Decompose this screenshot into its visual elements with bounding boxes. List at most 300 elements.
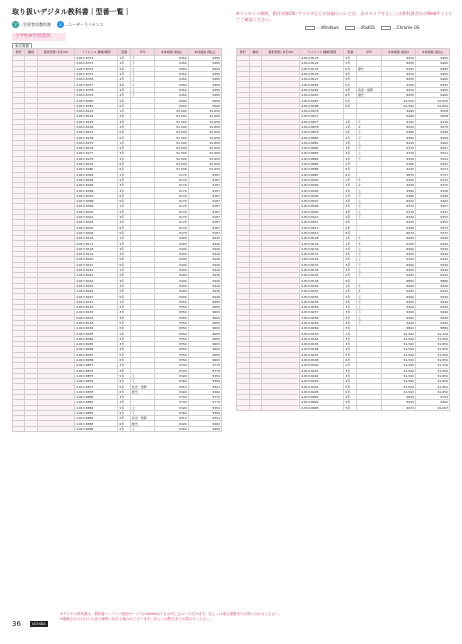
- price-tax: ¥352: [416, 214, 450, 219]
- price-tax: ¥528: [416, 114, 450, 119]
- product-code: 4-813-8393: [74, 172, 117, 177]
- grade: 4年: [118, 87, 130, 92]
- grade: 5年: [118, 405, 130, 410]
- product-code: 4-813-8200: [300, 363, 344, 368]
- price: ¥1,500: [155, 124, 188, 129]
- grade: 1年: [344, 183, 357, 188]
- price: ¥800: [382, 278, 416, 283]
- grade: 4年: [118, 347, 130, 352]
- volume: ①: [356, 177, 381, 182]
- product-code: 4-813-8286: [74, 426, 117, 431]
- grade: 5年: [344, 225, 357, 230]
- category-cell: [237, 405, 250, 410]
- volume: 政治・国際: [130, 416, 155, 421]
- grade: 3年: [344, 342, 357, 347]
- price-tax: ¥495: [188, 426, 221, 431]
- price-tax: ¥341: [416, 209, 450, 214]
- grade: 6年: [344, 71, 357, 76]
- product-code: 4-813-8256: [300, 304, 344, 309]
- price: ¥400: [382, 299, 416, 304]
- price: ¥400: [382, 241, 416, 246]
- price: ¥250: [382, 124, 416, 129]
- os-legend: …Windows …iPadOS …Chrome OS: [305, 25, 420, 30]
- price: ¥450: [155, 77, 188, 82]
- price-tax: ¥440: [416, 294, 450, 299]
- product-code: 4-813-8012: [300, 225, 344, 230]
- grade: 1年: [344, 363, 357, 368]
- price: ¥400: [155, 246, 188, 251]
- product-code: 4-813-8397: [74, 193, 117, 198]
- price: ¥400: [382, 257, 416, 262]
- price-tax: ¥605: [188, 326, 221, 331]
- grade: 6年: [118, 135, 130, 140]
- price-tax: ¥440: [188, 262, 221, 267]
- product-code: 4-813-8403: [74, 225, 117, 230]
- price: ¥450: [155, 93, 188, 98]
- product-code: 4-813-8243: [74, 273, 117, 278]
- price-tax: ¥1,650: [188, 146, 221, 151]
- grade: 6年: [344, 230, 357, 235]
- grade: 3年: [118, 246, 130, 251]
- product-code: 4-813-8885: [74, 421, 117, 426]
- price-tax: ¥440: [188, 273, 221, 278]
- price-tax: ¥440: [188, 236, 221, 241]
- product-code: 4-813-8168: [300, 357, 344, 362]
- grade: 6年: [118, 389, 130, 394]
- product-code: 4-813-8116: [74, 236, 117, 241]
- grade: 3年: [344, 395, 357, 400]
- volume: 上: [130, 405, 155, 410]
- price: ¥1,200: [382, 331, 416, 336]
- product-code: 4-813-8156: [74, 326, 117, 331]
- price-tax: ¥187: [188, 177, 221, 182]
- volume: 上: [356, 130, 381, 135]
- price-tax: ¥1,650: [188, 151, 221, 156]
- chromeos-icon: [381, 26, 391, 30]
- grade: 1年: [118, 61, 130, 66]
- grade: 5年: [118, 320, 130, 325]
- product-code: 4-813-8202: [300, 373, 344, 378]
- price-tax: ¥352: [416, 220, 450, 225]
- legend: [12, 21, 104, 28]
- price-tax: ¥1,650: [416, 379, 450, 384]
- price: ¥400: [155, 283, 188, 288]
- grade: 5年: [118, 161, 130, 166]
- volume: 上: [356, 188, 381, 193]
- grade: 1年: [118, 140, 130, 145]
- volume: 上: [356, 199, 381, 204]
- price-tax: ¥462: [416, 199, 450, 204]
- price: ¥370: [382, 204, 416, 209]
- volume: 下: [130, 379, 155, 384]
- volume: 下: [130, 71, 155, 76]
- product-code: 4-813-8136: [300, 278, 344, 283]
- price: ¥250: [382, 183, 416, 188]
- grade: 5年: [118, 410, 130, 415]
- price: ¥550: [155, 342, 188, 347]
- grade: 6年: [118, 167, 130, 172]
- price: ¥420: [155, 421, 188, 426]
- grade: 3年: [118, 214, 130, 219]
- price-tax: ¥1,650: [416, 342, 450, 347]
- price-tax: ¥1,650: [188, 114, 221, 119]
- price-tax: ¥1,650: [188, 167, 221, 172]
- price: ¥970: [382, 405, 416, 410]
- price-tax: ¥187: [188, 183, 221, 188]
- price-tax: ¥187: [188, 230, 221, 235]
- price-tax: ¥1,650: [416, 389, 450, 394]
- price-tax: ¥605: [188, 352, 221, 357]
- learner-icon: 学: [13, 22, 18, 27]
- grade: 1年: [344, 124, 357, 129]
- volume: ①: [356, 119, 381, 124]
- product-code: 4-813-8145: [74, 119, 117, 124]
- grade: 5年: [344, 278, 357, 283]
- col-grade: 学年: [130, 49, 155, 56]
- price-tax: ¥495: [416, 82, 450, 87]
- grade: 3年: [118, 82, 130, 87]
- grade: 1年: [118, 172, 130, 177]
- product-code: 4-813-8396: [74, 188, 117, 193]
- product-code: 4-813-8286: [74, 347, 117, 352]
- grade: 6年: [118, 357, 130, 362]
- price-tax: ¥1,650: [416, 384, 450, 389]
- volume: 下: [356, 135, 381, 140]
- price-tax: ¥737: [416, 230, 450, 235]
- price: ¥900: [155, 103, 188, 108]
- price: ¥360: [155, 410, 188, 415]
- price: ¥400: [382, 283, 416, 288]
- grade: 1年: [344, 177, 357, 182]
- col-price: 本体価格 (税抜): [382, 49, 416, 56]
- grade: 5年: [344, 61, 357, 66]
- volume: 歴史: [130, 421, 155, 426]
- price-tax: ¥275: [416, 183, 450, 188]
- price: ¥170: [155, 172, 188, 177]
- volume: 歴史: [356, 93, 381, 98]
- price: ¥900: [155, 98, 188, 103]
- price: ¥310: [155, 416, 188, 421]
- price: ¥450: [382, 61, 416, 66]
- price-tax: ¥396: [188, 410, 221, 415]
- price: ¥310: [382, 209, 416, 214]
- product-code: 4-813-8155: [74, 320, 117, 325]
- grade: 4年: [344, 151, 357, 156]
- price-tax: ¥605: [188, 357, 221, 362]
- product-code: 4-813-8260: [300, 326, 344, 331]
- price-tax: ¥440: [188, 251, 221, 256]
- price: ¥1,500: [155, 167, 188, 172]
- price: ¥700: [155, 395, 188, 400]
- price: ¥480: [382, 108, 416, 113]
- product-code: 4-813-8242: [74, 267, 117, 272]
- volume: 下: [356, 320, 381, 325]
- grade: 1年: [344, 236, 357, 241]
- price-tax: ¥187: [188, 220, 221, 225]
- price-tax: ¥495: [416, 71, 450, 76]
- col-code: 型番: [118, 49, 130, 56]
- price-tax: ¥770: [188, 400, 221, 405]
- product-code: 4-813-8277: [74, 151, 117, 156]
- grade: 2年: [344, 299, 357, 304]
- grade: 4年: [344, 320, 357, 325]
- price: ¥320: [382, 161, 416, 166]
- product-code: 4-813-8875: [74, 373, 117, 378]
- product-code: 4-813-8287: [300, 98, 344, 103]
- product-code: 4-813-8281: [300, 82, 344, 87]
- price: ¥400: [155, 236, 188, 241]
- product-code: 4-813-8125: [300, 66, 344, 71]
- price: ¥1,500: [155, 108, 188, 113]
- price: ¥400: [155, 289, 188, 294]
- price-tax: ¥440: [416, 267, 450, 272]
- product-code: 4-813-8201: [300, 368, 344, 373]
- grade: 4年: [118, 124, 130, 129]
- price-tax: ¥275: [416, 124, 450, 129]
- volume: 上: [356, 151, 381, 156]
- product-code: 4-813-8284: [74, 336, 117, 341]
- price: ¥1,500: [382, 103, 416, 108]
- price-tax: ¥396: [416, 130, 450, 135]
- grade: 6年: [118, 103, 130, 108]
- price-tax: ¥440: [416, 283, 450, 288]
- product-code: 4-813-8151: [74, 299, 117, 304]
- price-tax: ¥440: [188, 294, 221, 299]
- price: ¥400: [382, 289, 416, 294]
- footnote-2: ※掲載されたおけにも表示価格に切れる場合がございます。詳しくは弊社までお問合せください。: [60, 617, 214, 621]
- volume: 上: [356, 257, 381, 262]
- price: ¥550: [155, 320, 188, 325]
- product-code: 4-813-8398: [74, 199, 117, 204]
- price: ¥670: [382, 172, 416, 177]
- product-code: 4-813-8244: [74, 278, 117, 283]
- product-code: 4-813-8247: [74, 294, 117, 299]
- grade: 3年: [344, 204, 357, 209]
- price-tax: ¥990: [188, 98, 221, 103]
- col-license: ライセンス 種類/期間: [300, 49, 344, 56]
- grade: 1年: [344, 241, 357, 246]
- price-tax: ¥1,650: [188, 130, 221, 135]
- price: ¥1,500: [155, 130, 188, 135]
- product-code: 4-813-8152: [74, 304, 117, 309]
- grade: 2年: [118, 336, 130, 341]
- price: ¥100: [382, 119, 416, 124]
- grade: 3年: [118, 395, 130, 400]
- product-code: 4-813-8144: [74, 114, 117, 119]
- col-format: 提供形態/ 対応OS: [262, 49, 300, 56]
- price: ¥400: [382, 320, 416, 325]
- volume: 上: [356, 304, 381, 309]
- price-tax: ¥352: [416, 161, 450, 166]
- price-tax: ¥605: [188, 347, 221, 352]
- price-tax: ¥440: [416, 299, 450, 304]
- grade: 5年: [118, 379, 130, 384]
- grade: 4年: [118, 315, 130, 320]
- price-tax: ¥440: [416, 236, 450, 241]
- grade: 1年: [118, 299, 130, 304]
- grade: 4年: [344, 267, 357, 272]
- col-subject: 教科: [13, 49, 25, 56]
- price: ¥320: [155, 373, 188, 378]
- grade: 6年: [118, 416, 130, 421]
- col-license: ライセンス 種類/期間: [74, 49, 117, 56]
- volume: 上: [130, 77, 155, 82]
- price: ¥170: [155, 177, 188, 182]
- product-code: 4-813-8013: [300, 230, 344, 235]
- product-code: 4-813-8283: [300, 93, 344, 98]
- price-tax: ¥187: [188, 225, 221, 230]
- product-code: 4-813-8163: [300, 331, 344, 336]
- volume: 下: [356, 204, 381, 209]
- product-code: 4-813-8373: [74, 61, 117, 66]
- brand-logo: UCHIDA: [32, 622, 46, 626]
- price: ¥320: [382, 220, 416, 225]
- price: ¥1,500: [155, 156, 188, 161]
- price-tax: ¥495: [416, 87, 450, 92]
- volume: 上: [356, 246, 381, 251]
- price: ¥700: [155, 363, 188, 368]
- price: ¥340: [382, 167, 416, 172]
- price-tax: ¥495: [188, 66, 221, 71]
- grade: 3年: [118, 363, 130, 368]
- grade: 3年: [118, 183, 130, 188]
- price: ¥400: [155, 257, 188, 262]
- user-license-icon: U: [57, 21, 64, 28]
- price: ¥400: [382, 294, 416, 299]
- price-tax: ¥1,650: [188, 135, 221, 140]
- product-code: 4-813-8009: [300, 209, 344, 214]
- product-code: 4-813-8883: [74, 410, 117, 415]
- price: ¥1,500: [155, 151, 188, 156]
- grade: 5年: [118, 98, 130, 103]
- volume: 下: [130, 61, 155, 66]
- price-tax: ¥187: [188, 214, 221, 219]
- price-tax: ¥352: [188, 373, 221, 378]
- product-code: 4-813-8119: [74, 251, 117, 256]
- right-price-table: [236, 48, 450, 411]
- price: ¥400: [382, 251, 416, 256]
- product-code: 4-813-8167: [300, 352, 344, 357]
- volume: 上: [356, 267, 381, 272]
- grade: 3年: [344, 257, 357, 262]
- product-code: 4-813-8127: [300, 77, 344, 82]
- product-code: 4-813-8259: [300, 320, 344, 325]
- volume: 下: [356, 214, 381, 219]
- price: ¥550: [155, 304, 188, 309]
- category-cell: [37, 426, 74, 431]
- price: ¥170: [155, 188, 188, 193]
- price: ¥450: [155, 56, 188, 61]
- price: ¥450: [382, 56, 416, 61]
- product-code: 4-813-8129: [300, 241, 344, 246]
- table-row: [237, 405, 450, 410]
- price-tax: ¥1,650: [416, 368, 450, 373]
- product-code: 4-813-8876: [74, 379, 117, 384]
- price: ¥1,500: [382, 379, 416, 384]
- price-tax: ¥1,650: [188, 156, 221, 161]
- price: ¥1,500: [155, 114, 188, 119]
- price: ¥1,500: [382, 389, 416, 394]
- grade: 5年: [344, 405, 357, 410]
- price: ¥420: [382, 400, 416, 405]
- grade: 6年: [344, 87, 357, 92]
- grade: 5年: [344, 384, 357, 389]
- grade: 2年: [118, 304, 130, 309]
- price-tax: ¥1,650: [416, 352, 450, 357]
- left-price-table: [12, 48, 222, 432]
- price: ¥450: [382, 77, 416, 82]
- price-tax: ¥440: [416, 304, 450, 309]
- price-tax: ¥770: [188, 363, 221, 368]
- grade: 5年: [118, 130, 130, 135]
- grade: 2年: [344, 135, 357, 140]
- grade: 2年: [344, 188, 357, 193]
- product-code: 4-813-8285: [74, 342, 117, 347]
- product-code: 4-813-8148: [74, 135, 117, 140]
- price-tax: ¥396: [188, 379, 221, 384]
- volume: 下: [130, 56, 155, 61]
- product-code: 4-813-8283: [74, 331, 117, 336]
- price-tax: ¥440: [416, 257, 450, 262]
- category-cell: [262, 405, 300, 410]
- price: ¥550: [155, 336, 188, 341]
- price-tax: ¥462: [416, 140, 450, 145]
- product-code: 4-813-8246: [74, 289, 117, 294]
- price: ¥170: [155, 220, 188, 225]
- price-tax: ¥495: [416, 77, 450, 82]
- price-tax: ¥1,650: [188, 124, 221, 129]
- price: ¥800: [382, 326, 416, 331]
- grade: 4年: [344, 315, 357, 320]
- product-code: 4-813-8010: [300, 214, 344, 219]
- price-tax: ¥187: [188, 199, 221, 204]
- grade: 4年: [118, 93, 130, 98]
- col-subject: 教科: [237, 49, 250, 56]
- grade: 1年: [118, 56, 130, 61]
- grade: 6年: [344, 357, 357, 362]
- grade: 3年: [118, 278, 130, 283]
- price: ¥480: [382, 114, 416, 119]
- grade: 1年: [344, 119, 357, 124]
- price-tax: ¥495: [416, 66, 450, 71]
- product-code: 4-813-8394: [74, 177, 117, 182]
- price: ¥310: [155, 384, 188, 389]
- product-code: 4-813-8276: [74, 146, 117, 151]
- grade: 4年: [344, 156, 357, 161]
- col-price: 本体価格 (税抜): [155, 49, 188, 56]
- grade: 4年: [118, 251, 130, 256]
- volume: 上: [130, 87, 155, 92]
- price: ¥100: [382, 177, 416, 182]
- volume: 下: [356, 273, 381, 278]
- product-code: 4-813-8878: [74, 389, 117, 394]
- product-code: 4-813-8006: [300, 193, 344, 198]
- product-code: 4-813-8288: [74, 357, 117, 362]
- grade: 2年: [344, 336, 357, 341]
- product-code: 4-813-8883: [300, 151, 344, 156]
- price-tax: ¥990: [188, 103, 221, 108]
- price-tax: ¥440: [416, 246, 450, 251]
- grade: 5年: [344, 56, 357, 61]
- grade: 2年: [118, 114, 130, 119]
- product-code: 4-813-8400: [74, 209, 117, 214]
- price: ¥420: [155, 389, 188, 394]
- price: ¥360: [382, 135, 416, 140]
- price: ¥450: [155, 61, 188, 66]
- price-tax: ¥605: [188, 299, 221, 304]
- price-tax: ¥605: [188, 320, 221, 325]
- grade: 1年: [118, 331, 130, 336]
